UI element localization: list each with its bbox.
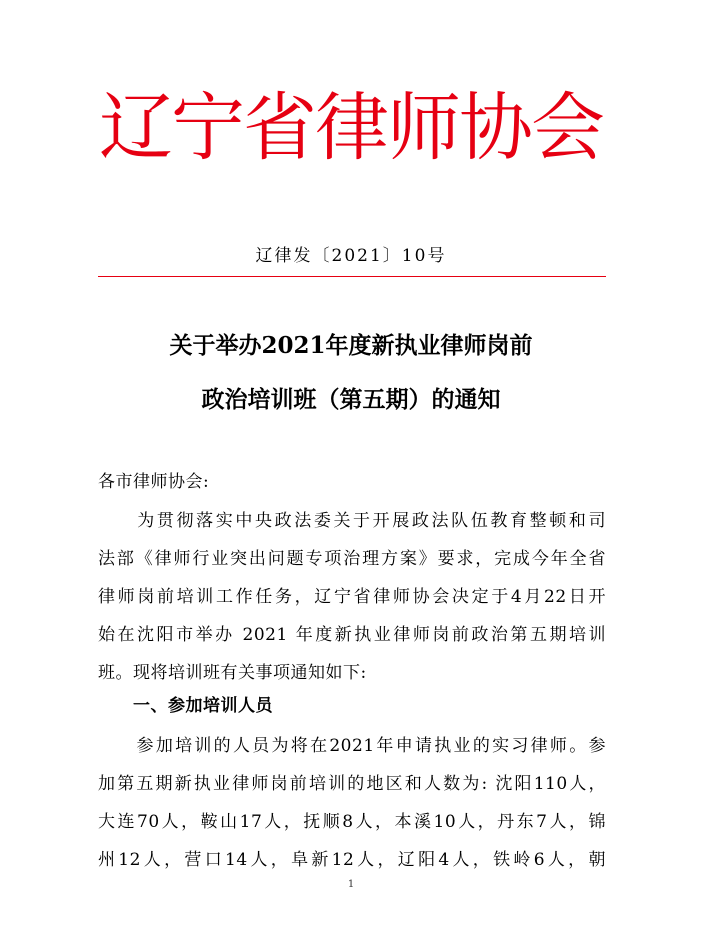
paragraph-1-line-2: 法部《律师行业突出问题专项治理方案》要求，完成今年全省 <box>98 549 606 569</box>
red-divider <box>98 276 606 277</box>
paragraph-1-line-3: 律师岗前培训工作任务，辽宁省律师协会决定于4月22日开 <box>98 587 606 607</box>
paragraph-2-line-3: 大连70人，鞍山17人，抚顺8人，本溪10人，丹东7人，锦 <box>98 812 606 832</box>
document-number: 辽律发〔2021〕10号 <box>255 246 447 266</box>
document-title-line-2: 政治培训班（第五期）的通知 <box>201 386 501 413</box>
document-title-line-1: 关于举办2021年度新执业律师岗前 <box>169 332 533 359</box>
paragraph-1-line-1: 为贯彻落实中央政法委关于开展政法队伍教育整顿和司 <box>98 511 606 531</box>
paragraph-1-line-5: 班。现将培训班有关事项通知如下: <box>98 663 367 683</box>
paragraph-2-line-4: 州12人，营口14人，阜新12人，辽阳4人，铁岭6人，朝 <box>98 850 606 870</box>
paragraph-2-line-1: 参加培训的人员为将在2021年申请执业的实习律师。参 <box>98 736 606 756</box>
salutation: 各市律师协会: <box>98 472 210 492</box>
organization-header: 辽宁省律师协会 <box>99 85 603 171</box>
section-1-heading: 一、参加培训人员 <box>98 696 273 716</box>
paragraph-1-line-4: 始在沈阳市举办 2021 年度新执业律师岗前政治第五期培训 <box>98 625 606 645</box>
page-number: 1 <box>347 879 355 890</box>
paragraph-2-line-2: 加第五期新执业律师岗前培训的地区和人数为: 沈阳110人， <box>98 774 606 794</box>
